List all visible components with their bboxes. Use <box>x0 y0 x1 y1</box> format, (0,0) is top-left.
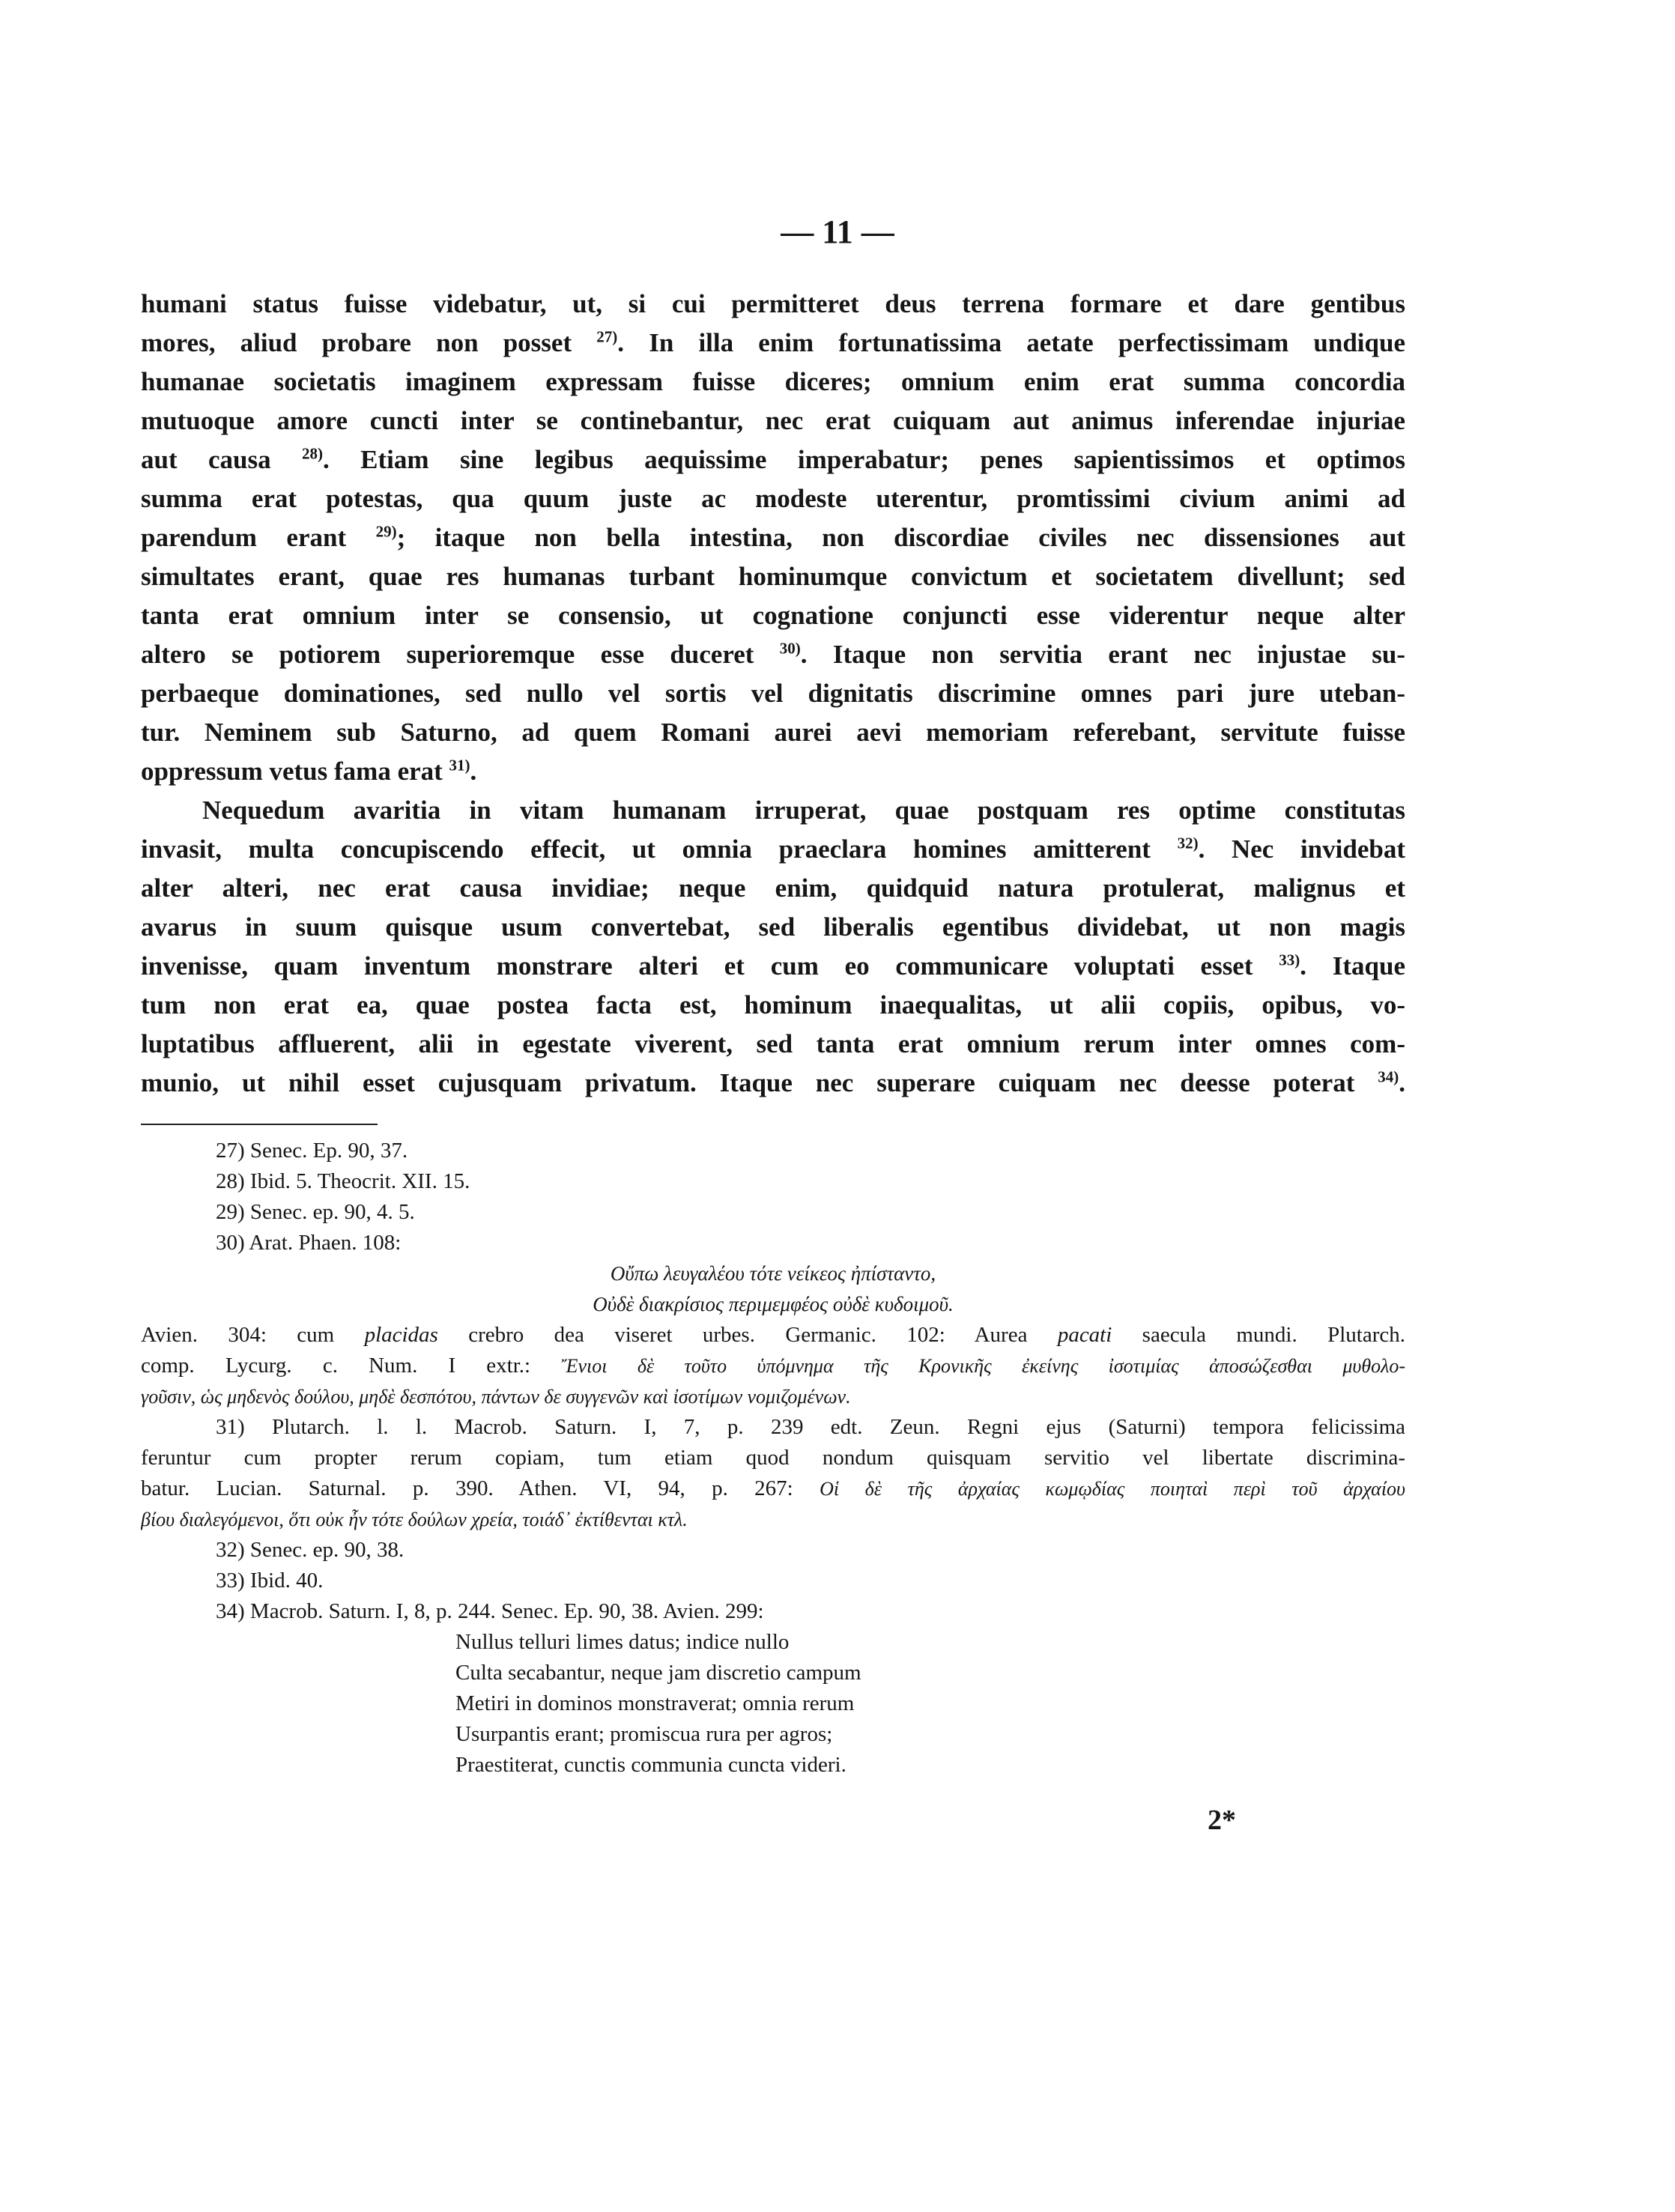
body-line: invenisse, quam inventum monstrare alteri et cum eo communicare voluptati esset $^{33)}$. Itaque <box>141 951 1405 981</box>
footnote-ref: 32) <box>1177 834 1199 852</box>
latin-verse: Culta secabantur, neque jam discretio campum <box>455 1661 861 1685</box>
footnote-31: 31) Plutarch. l. l. Macrob. Saturn. I, 7, p. 239 edt. Zeun. Regni ejus (Saturni) tempora felicissima <box>216 1415 1405 1439</box>
body-line: munio, ut nihil esset cujusquam privatum. Itaque nec superare cuiquam nec deesse poterat $^{34)}$. <box>141 1067 1405 1097</box>
body-line: simultates erant, quae res humanas turbant hominumque convictum et societatem divellunt; sed <box>141 562 1405 591</box>
greek-verse: Οὐδὲ διακρίσιος περιμεμφέος οὐδὲ κυδοιμοῦ. <box>593 1293 954 1315</box>
body-line: mutuoque amore cuncti inter se continebantur, nec erat cuiquam aut animus inferendae injuriae <box>141 406 1405 435</box>
footnote-30-continued: Avien. 304: cum placidas crebro dea viseret urbes. Germanic. 102: Aurea pacati saecula mundi. Plutarch. <box>141 1323 1405 1347</box>
footnote-30: 30) Arat. Phaen. 108: <box>216 1231 402 1255</box>
body-line: summa erat potestas, qua quum juste ac modeste uterentur, promtissimi civium animi ad <box>141 484 1405 513</box>
footnote-30-continued: comp. Lycurg. c. Num. I extr.: Ἔνιοι δὲ τοῦτο ὑπόμνημα τῆς Κρονικῆς ἐκείνης ἰσοτιμίας ἀποσώζεσθαι μυθολο- <box>141 1354 1405 1378</box>
footnote-ref: 27) <box>596 327 618 346</box>
body-line: oppressum vetus fama erat $^{31)}$. <box>141 756 477 786</box>
body-line: luptatibus affluerent, alii in egestate viverent, sed tanta erat omnium rerum inter omnes com- <box>141 1029 1405 1058</box>
footnote-31-continued: feruntur cum propter rerum copiam, tum etiam quod nondum quisquam servitio vel libertate discrimina- <box>141 1446 1405 1470</box>
footnote-34: 34) Macrob. Saturn. I, 8, p. 244. Senec. Ep. 90, 38. Avien. 299: <box>216 1599 764 1623</box>
footnote-ref: 34) <box>1378 1067 1399 1086</box>
body-line: humani status fuisse videbatur, ut, si cui permitteret deus terrena formare et dare gentibus <box>141 289 1405 318</box>
body-line: mores, aliud probare non posset $^{27)}$. In illa enim fortunatissima aetate perfectissimam undique <box>141 327 1405 357</box>
latin-verse: Usurpantis erant; promiscua rura per agros; <box>455 1722 833 1746</box>
body-line: avarus in suum quisque usum convertebat, sed liberalis egentibus dividebat, ut non magis <box>141 912 1405 942</box>
body-line: aut causa $^{28)}$. Etiam sine legibus aequissime imperabatur; penes sapientissimos et optimos <box>141 444 1405 474</box>
footnote-31-continued: batur. Lucian. Saturnal. p. 390. Athen. VI, 94, p. 267: Οἱ δὲ τῆς ἀρχαίας κωμῳδίας ποιηταὶ περὶ τοῦ ἀρχαίου <box>141 1476 1405 1500</box>
body-line: tum non erat ea, quae postea facta est, hominum inaequalitas, ut alii copiis, opibus, vo- <box>141 990 1405 1019</box>
body-line: tanta erat omnium inter se consensio, ut cognatione conjuncti esse viderentur neque alter <box>141 601 1405 630</box>
body-line: perbaeque dominationes, sed nullo vel sortis vel dignitatis discrimine omnes pari jure uteban- <box>141 679 1405 708</box>
footnote-28: 28) Ibid. 5. Theocrit. XII. 15. <box>216 1169 470 1193</box>
footnote-ref: 33) <box>1279 951 1300 969</box>
footnote-29: 29) Senec. ep. 90, 4. 5. <box>216 1200 415 1224</box>
body-line: altero se potiorem superioremque esse duceret $^{30)}$. Itaque non servitia erant nec injustae su- <box>141 639 1405 669</box>
footnote-33: 33) Ibid. 40. <box>216 1569 324 1593</box>
signature-mark: 2* <box>1208 1805 1236 1836</box>
page-number: — 11 — <box>781 213 894 250</box>
footnote-27: 27) Senec. Ep. 90, 37. <box>216 1139 408 1163</box>
body-line: alter alteri, nec erat causa invidiae; neque enim, quidquid natura protulerat, malignus et <box>141 873 1405 903</box>
main-text <box>141 285 1405 1103</box>
body-line: parendum erant $^{29)}$; itaque non bella intestina, non discordiae civiles nec dissensiones aut <box>141 522 1405 552</box>
footnote-divider <box>141 1124 378 1125</box>
footnote-30-continued: γοῦσιν, ὡς μηδενὸς δούλου, μηδὲ δεσπότου, πάντων δε συγγενῶν καὶ ἰσοτίμων νομιζομένων. <box>141 1386 851 1408</box>
body-line: tur. Neminem sub Saturno, ad quem Romani aurei aevi memoriam referebant, servitute fuisse <box>141 718 1405 747</box>
footnote-ref: 31) <box>449 756 470 775</box>
footnotes <box>141 1136 1405 1781</box>
latin-verse: Praestiterat, cunctis communia cuncta videri. <box>455 1753 846 1777</box>
footnote-32: 32) Senec. ep. 90, 38. <box>216 1538 405 1562</box>
body-line: humanae societatis imaginem expressam fuisse diceres; omnium enim erat summa concordia <box>141 367 1405 396</box>
footnote-ref: 29) <box>375 522 397 541</box>
body-line: invasit, multa concupiscendo effecit, ut omnia praeclara homines amitterent $^{32)}$. Nec invidebat <box>141 834 1405 864</box>
latin-verse: Nullus telluri limes datus; indice nullo <box>455 1630 790 1654</box>
latin-verse: Metiri in dominos monstraverat; omnia rerum <box>455 1691 855 1715</box>
body-line: Nequedum avaritia in vitam humanam irruperat, quae postquam res optime constitutas <box>202 796 1405 825</box>
footnote-ref: 28) <box>302 444 324 463</box>
footnote-31-continued: βίου διαλεγόμενοι, ὅτι οὐκ ἦν τότε δούλων χρεία, τοιάδ᾽ ἐκτίθενται κτλ. <box>141 1509 688 1530</box>
footnote-ref: 30) <box>779 639 801 658</box>
greek-verse: Οὔπω λευγαλέου τότε νείκεος ἠπίσταντο, <box>610 1262 936 1285</box>
